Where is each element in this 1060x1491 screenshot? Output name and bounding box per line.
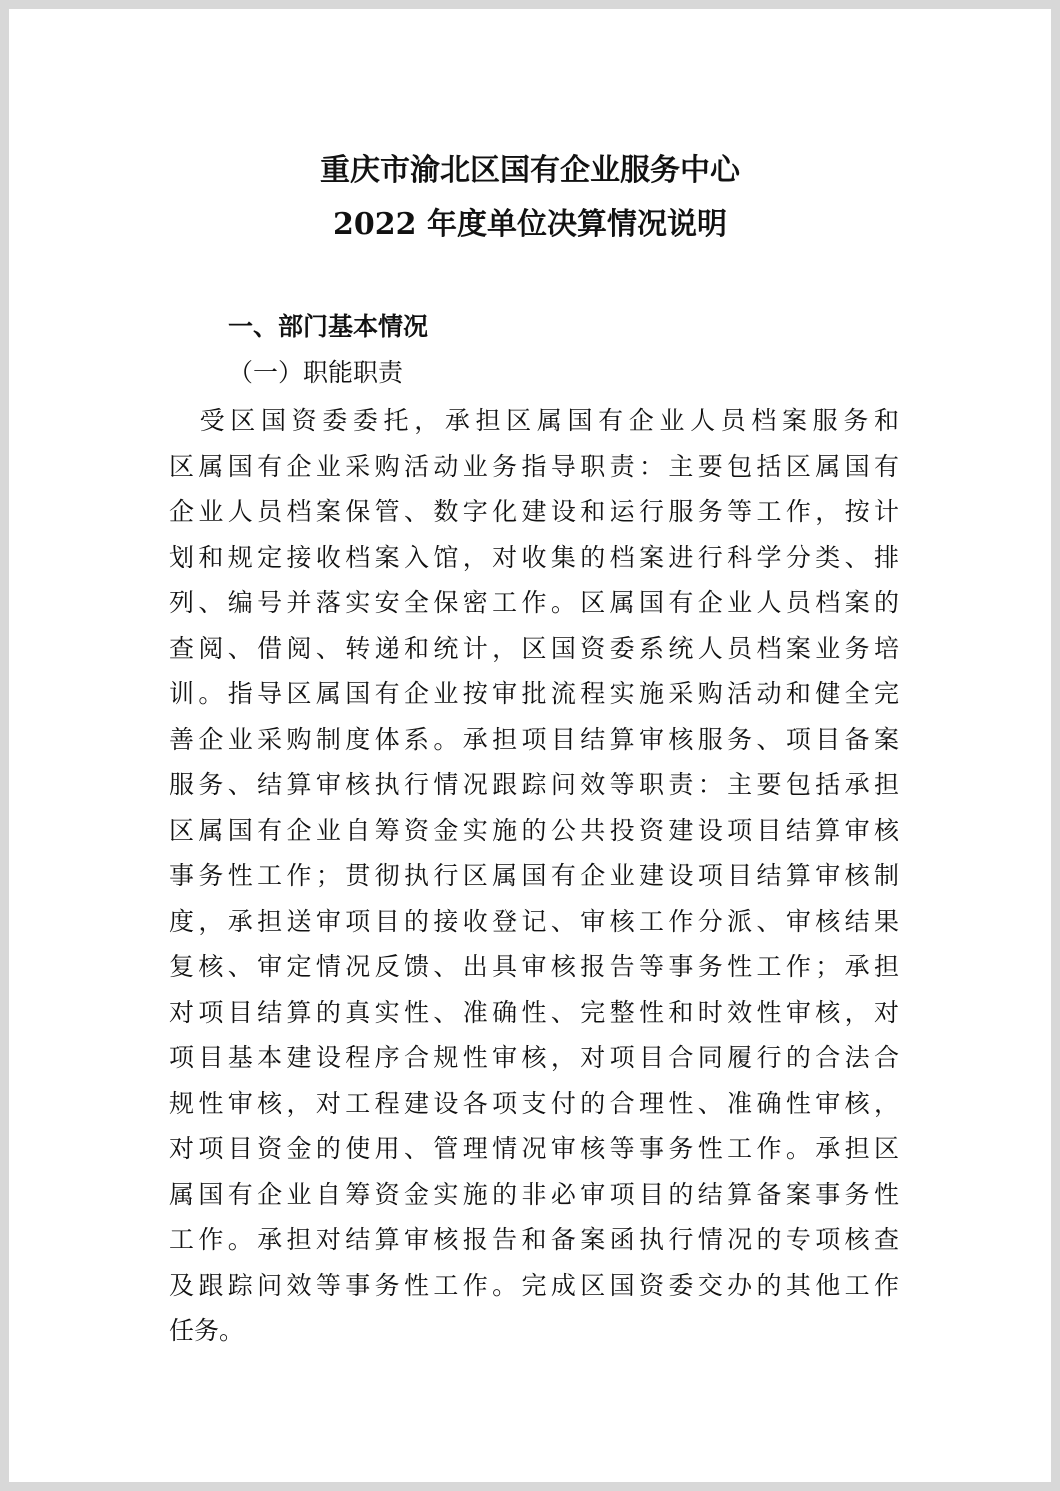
paragraph-line: 划和规定接收档案入馆，对收集的档案进行科学分类、排 [169,542,899,572]
paragraph-line: 对项目结算的真实性、准确性、完整性和时效性审核，对 [169,997,899,1027]
paragraph-line: 受区国资委委托，承担区属国有企业人员档案服务和 [169,406,899,435]
document-page [9,9,1051,1482]
paragraph-line: 善企业采购制度体系。承担项目结算审核服务、项目备案 [169,724,899,754]
subsection-heading: （一）职能职责 [228,358,404,387]
paragraph-line: 事务性工作；贯彻执行区属国有企业建设项目结算审核制 [169,861,899,890]
section-heading: 一、部门基本情况 [228,312,429,341]
paragraph-line: 服务、结算审核执行情况跟踪问效等职责：主要包括承担 [169,770,899,799]
paragraph-line: 列、编号并落实安全保密工作。区属国有企业人员档案的 [169,588,899,617]
paragraph-line: 企业人员档案保管、数字化建设和运行服务等工作，按计 [169,497,899,526]
paragraph-line: 项目基本建设程序合规性审核，对项目合同履行的合法合 [169,1043,899,1072]
paragraph-line: 规性审核，对工程建设各项支付的合理性、准确性审核， [169,1088,899,1118]
paragraph-line: 查阅、借阅、转递和统计，区国资委系统人员档案业务培 [169,633,899,663]
paragraph-line: 及跟踪问效等事务性工作。完成区国资委交办的其他工作 [169,1270,899,1300]
paragraph-line: 训。指导区属国有企业按审批流程实施采购活动和健全完 [169,679,899,708]
paragraph-line: 区属国有企业采购活动业务指导职责：主要包括区属国有 [169,451,899,481]
document-title-line2: 2022 年度单位决算情况说明 [333,207,727,242]
paragraph-line: 任务。 [169,1316,245,1345]
paragraph-line: 复核、审定情况反馈、出具审核报告等事务性工作；承担 [169,952,899,981]
paragraph-line: 属国有企业自筹资金实施的非必审项目的结算备案事务性 [169,1179,899,1209]
paragraph-line: 对项目资金的使用、管理情况审核等事务性工作。承担区 [169,1134,899,1163]
paragraph-line: 工作。承担对结算审核报告和备案函执行情况的专项核查 [169,1225,899,1254]
paragraph-functions [169,398,899,1354]
document-title-line1: 重庆市渝北区国有企业服务中心 [320,153,740,188]
paragraph-line: 区属国有企业自筹资金实施的公共投资建设项目结算审核 [169,815,899,845]
paragraph-line: 度，承担送审项目的接收登记、审核工作分派、审核结果 [169,906,899,936]
